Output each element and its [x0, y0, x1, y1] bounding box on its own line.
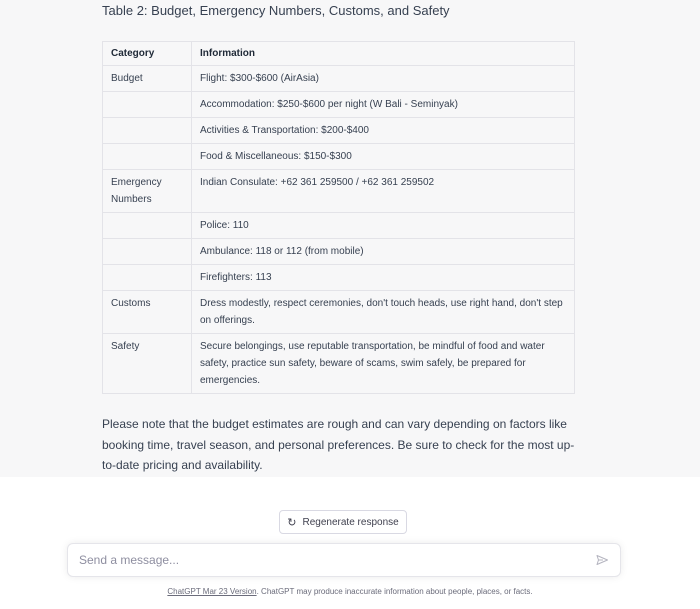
- send-icon[interactable]: [596, 554, 608, 566]
- category-cell: [103, 213, 192, 239]
- table-row: [103, 144, 575, 170]
- table-row: [103, 265, 575, 291]
- footer-disclaimer: [0, 587, 700, 596]
- refresh-icon: ↻: [287, 516, 297, 529]
- category-cell: [103, 265, 192, 291]
- table-row: [103, 170, 575, 213]
- category-cell: [103, 144, 192, 170]
- table-row: [103, 92, 575, 118]
- table-row: [103, 66, 575, 92]
- table-row: [103, 334, 575, 394]
- category-cell: [103, 239, 192, 265]
- info-cell: Police: 110: [192, 213, 575, 239]
- info-cell: Secure belongings, use reputable transportation, be mindful of food and water safety, practice sun safety, beware of scams, swim safely, be prepared for emergencies.: [192, 334, 575, 394]
- header-category: Category: [103, 42, 192, 66]
- assistant-message: [102, 0, 576, 488]
- table-row: [103, 213, 575, 239]
- category-cell: [103, 118, 192, 144]
- category-cell: Budget: [103, 66, 192, 92]
- regenerate-label: Regenerate response: [302, 516, 399, 528]
- info-cell: Food & Miscellaneous: $150-$300: [192, 144, 575, 170]
- table-title: Table 2: Budget, Emergency Numbers, Customs, and Safety: [102, 3, 450, 18]
- category-cell: [103, 92, 192, 118]
- category-cell: Safety: [103, 334, 192, 394]
- info-cell: Activities & Transportation: $200-$400: [192, 118, 575, 144]
- bottom-panel: [0, 477, 700, 609]
- table-row: [103, 118, 575, 144]
- info-cell: Indian Consulate: +62 361 259500 / +62 361 259502: [192, 170, 575, 213]
- message-placeholder: Send a message...: [79, 553, 180, 567]
- info-cell: Accommodation: $250-$600 per night (W Bali - Seminyak): [192, 92, 575, 118]
- category-cell: Customs: [103, 291, 192, 334]
- disclaimer-text: . ChatGPT may produce inaccurate information about people, places, or facts.: [256, 587, 533, 596]
- info-table: [102, 41, 575, 394]
- table-row: [103, 291, 575, 334]
- table-row: [103, 239, 575, 265]
- table-header-row: [103, 42, 575, 66]
- message-input[interactable]: [67, 543, 621, 577]
- info-cell: Firefighters: 113: [192, 265, 575, 291]
- info-cell: Dress modestly, respect ceremonies, don't touch heads, use right hand, don't step on offerings.: [192, 291, 575, 334]
- header-information: Information: [192, 42, 575, 66]
- version-link[interactable]: ChatGPT Mar 23 Version: [167, 587, 257, 596]
- budget-note: Please note that the budget estimates are rough and can vary depending on factors like booking time, travel season, and personal preferences. Be sure to check for the most up-to-date pricing and availability.: [102, 417, 575, 472]
- regenerate-button[interactable]: [279, 510, 407, 534]
- category-cell: Emergency Numbers: [103, 170, 192, 213]
- info-cell: Flight: $300-$600 (AirAsia): [192, 66, 575, 92]
- info-cell: Ambulance: 118 or 112 (from mobile): [192, 239, 575, 265]
